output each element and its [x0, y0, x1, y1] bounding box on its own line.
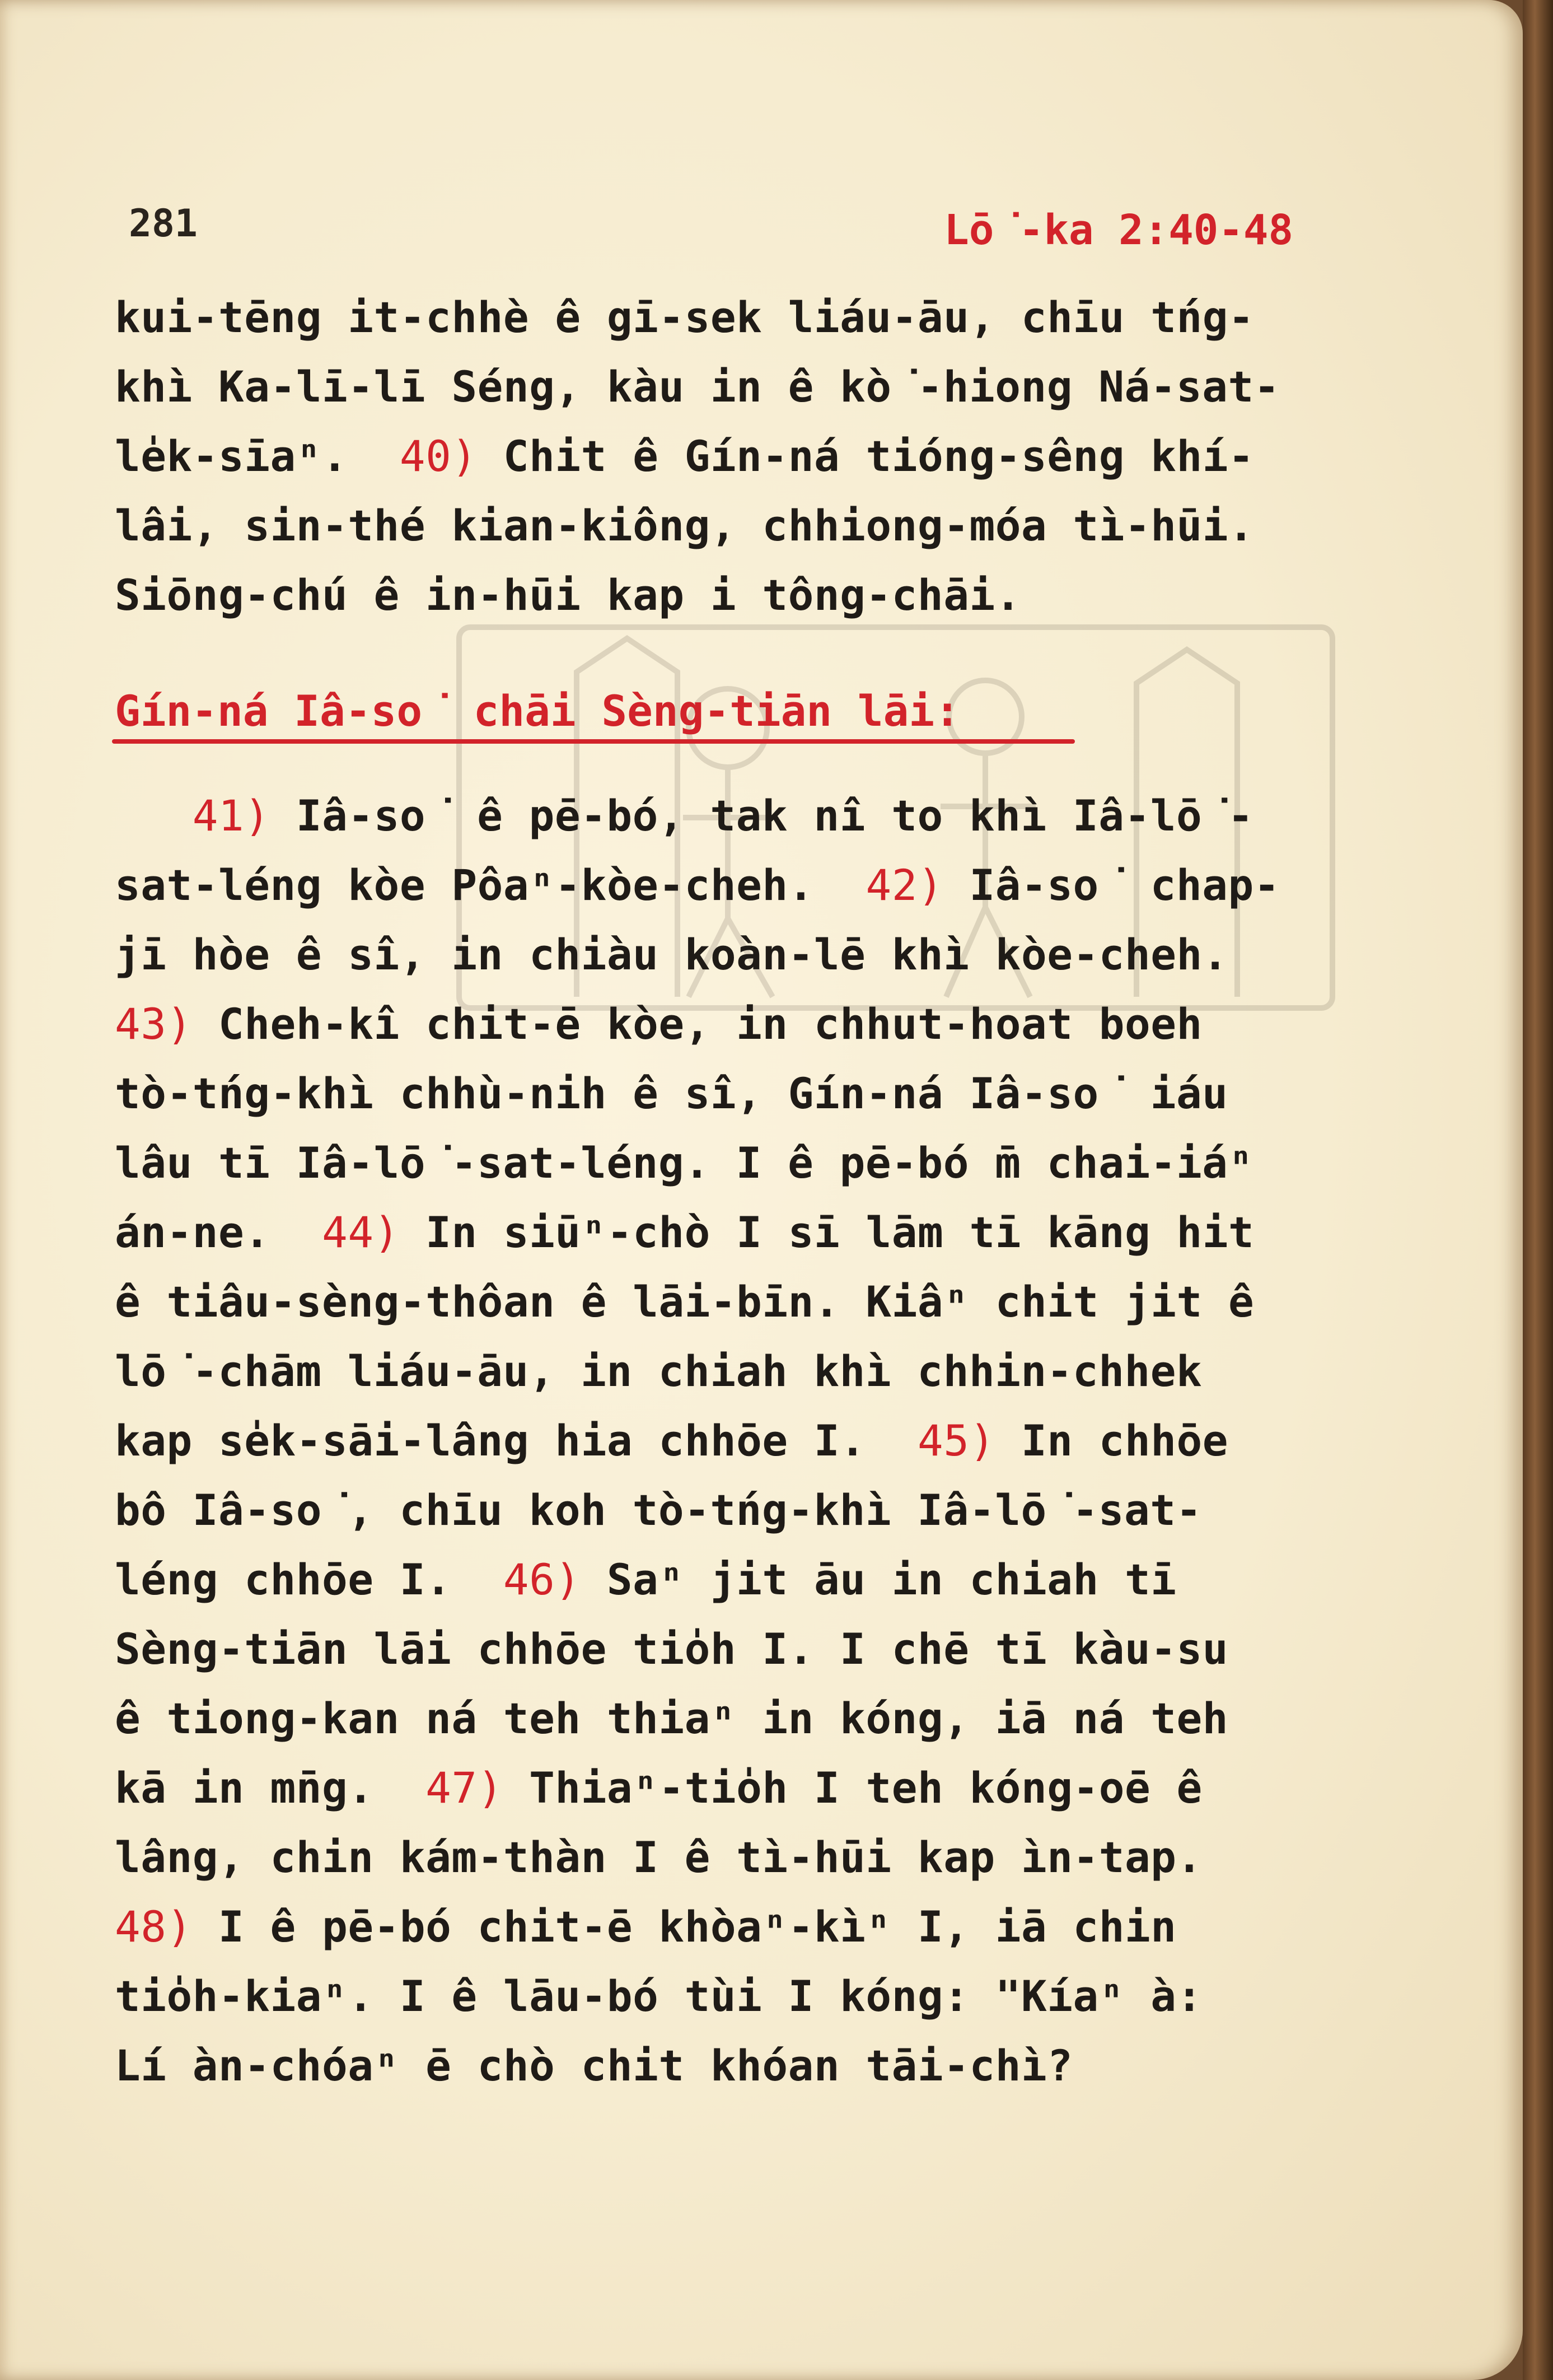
text-fragment: Cheh-kî chit-ē kòe, in chhut-hoat boeh [218, 999, 1203, 1049]
text-line: jī hòe ê sî, in chiàu koàn-lē khì kòe-cheh. [115, 930, 1229, 979]
text-line: lâi, sin-thé kian-kiông, chhiong-móa tì-hūi. [115, 501, 1255, 550]
verses-block [115, 781, 1402, 2101]
book-spine-edge [1523, 0, 1553, 2380]
text-fragment: I ê pē-bó chit-ē khòaⁿ-kìⁿ I, iā chin [218, 1902, 1177, 1952]
text-line: tò-tńg-khì chhù-nih ê sî, Gín-ná Iâ-so͘ iáu [115, 1068, 1228, 1118]
verse-number: 45) [917, 1416, 995, 1466]
text-line: Lí àn-chóaⁿ ē chò chit khóan tāi-chì? [115, 2041, 1073, 2090]
text-line: Siōng-chú ê in-hūi kap i tông-chāi. [115, 570, 1021, 620]
text-line: bô Iâ-so͘, chīu koh tò-tńg-khì Iâ-lō͘-sat- [115, 1485, 1202, 1535]
text-fragment: Thiaⁿ-tio̍h I teh kóng-oē ê [529, 1763, 1203, 1813]
text-line: ê tiong-kan ná teh thiaⁿ in kóng, iā ná teh [115, 1693, 1229, 1743]
text-fragment: Iâ-so͘ ê pē-bó, tak nî to khì Iâ-lō͘- [296, 791, 1254, 841]
text-line: tio̍h-kiaⁿ. I ê lāu-bó tùi I kóng: "Kíaⁿ à: [115, 1971, 1203, 2021]
text-line [115, 1753, 1402, 1823]
text-line [115, 1198, 1402, 1267]
page-header [129, 196, 1293, 269]
text-fragment: Saⁿ jit āu in chiah tī [606, 1555, 1177, 1604]
verse-number: 41) [192, 791, 270, 841]
verse-number: 46) [503, 1555, 581, 1604]
text-line: Sèng-tiān lāi chhōe tio̍h I. I chē tī kàu-su [115, 1624, 1229, 1674]
text-line: lâu tī Iâ-lō͘-sat-léng. I ê pē-bó m̄ chai-iáⁿ [115, 1138, 1254, 1188]
text-fragment: kā in mn̄g. [115, 1763, 374, 1813]
running-head: Lō͘-ka 2:40-48 [944, 206, 1293, 254]
page-number: 281 [129, 202, 198, 246]
verse-number: 43) [115, 999, 193, 1049]
text-line: ê tiâu-sèng-thôan ê lāi-bīn. Kiâⁿ chit jit ê [115, 1277, 1255, 1327]
text-fragment: kap se̍k-sāi-lâng hia chhōe I. [115, 1416, 866, 1466]
text-fragment: In chhōe [1021, 1416, 1229, 1466]
verse-number: 47) [425, 1763, 503, 1813]
text-line [115, 990, 1402, 1059]
verse-number: 40) [399, 431, 478, 481]
text-line [115, 422, 1391, 491]
verse-number: 42) [866, 860, 944, 910]
heading-underline [112, 739, 1075, 744]
text-line: khì Ka-lī-lī Séng, kàu in ê kò͘-hiong Ná-sat- [115, 362, 1280, 412]
text-line [115, 1545, 1402, 1614]
text-fragment: án-ne. [115, 1207, 270, 1257]
text-line: lō͘-chām liáu-āu, in chiah khì chhin-chhek [115, 1346, 1203, 1396]
text-fragment: sat-léng kòe Pôaⁿ-kòe-cheh. [115, 860, 814, 910]
paragraph-1 [115, 283, 1391, 630]
text-line: lâng, chin kám-thàn I ê tì-hūi kap ìn-tap. [115, 1832, 1203, 1882]
text-line [115, 1892, 1402, 1962]
text-fragment: In siūⁿ-chò I sī lām tī kāng hit [425, 1207, 1255, 1257]
text-line [115, 1406, 1402, 1476]
text-fragment: léng chhōe I. [115, 1555, 452, 1604]
verse-number: 48) [115, 1902, 193, 1952]
text-fragment: le̍k-sīaⁿ. [115, 431, 348, 481]
text-line: kui-tēng it-chhè ê gī-sek liáu-āu, chīu tńg- [115, 292, 1255, 342]
text-line [115, 781, 1402, 851]
verse-number: 44) [322, 1207, 400, 1257]
section-heading: Gín-ná Iâ-so͘ chāi Sèng-tiān lāi: [115, 686, 960, 736]
text-fragment: Chit ê Gín-ná tióng-sêng khí- [503, 431, 1255, 481]
text-line [115, 851, 1402, 920]
text-fragment: Iâ-so͘ chap- [969, 860, 1280, 910]
